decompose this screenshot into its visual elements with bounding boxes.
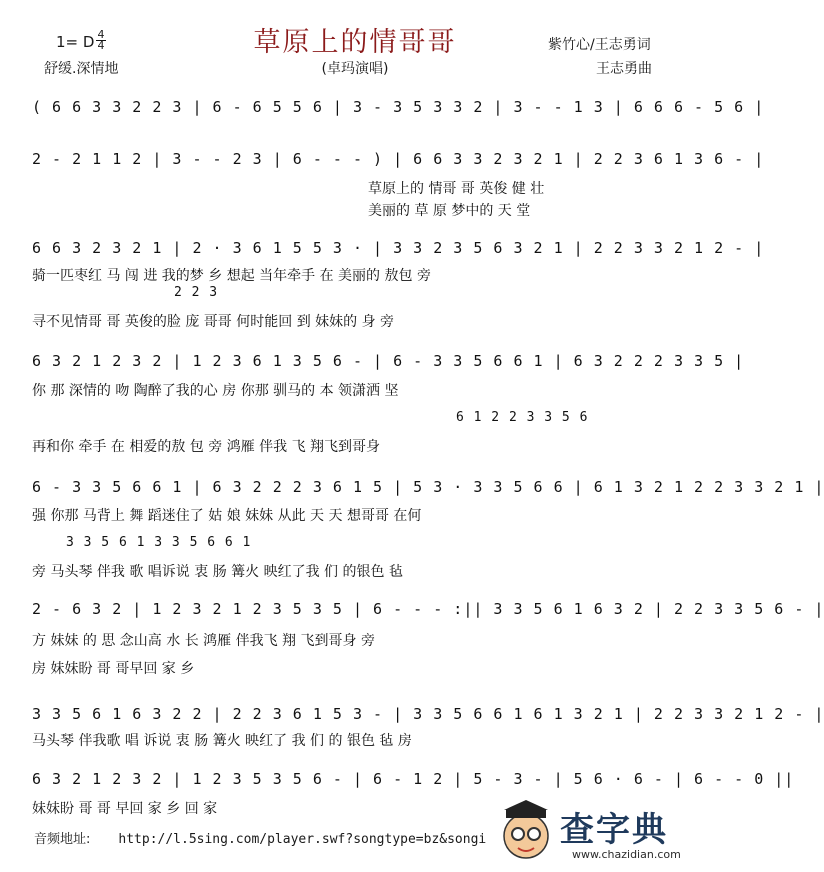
watermark-text: 查字典 (560, 810, 668, 850)
score-row-6-lyric-1: 方 妹妹 的 思 念山高 水 长 鸿雁 伴我飞 翔 飞到哥身 旁 (32, 633, 375, 649)
score-row-2-notes: 2 - 2 1 1 2 | 3 - - 2 3 | 6 - - - ) | 6 6 3 3 2 3 2 1 | 2 2 3 6 1 3 6 - | (32, 150, 765, 168)
score-row-3-notes: 6 6 3 2 3 2 1 | 2 · 3 6 1 5 5 3 · | 3 3 2 3 5 6 3 2 1 | 2 2 3 3 2 1 2 - | (32, 239, 765, 257)
audio-address-label: 音频地址: (34, 832, 91, 847)
score-row-8-lyric-1: 妹妹盼 哥 哥 早回 家 乡 回 家 (32, 801, 218, 817)
mascot-icon (504, 800, 548, 858)
score-row-7-notes: 3 3 5 6 1 6 3 2 2 | 2 2 3 6 1 5 3 - | 3 3 5 6 6 1 6 1 3 2 1 | 2 2 3 3 2 1 2 - | (32, 705, 824, 723)
song-title: 草原上的情哥哥 (253, 27, 457, 58)
score-row-6-notes: 2 - 6 3 2 | 1 2 3 2 1 2 3 5 3 5 | 6 - - - :|| 3 3 5 6 1 6 3 2 | 2 2 3 3 5 6 - | (32, 600, 824, 618)
composer: 王志勇曲 (596, 61, 652, 77)
score-row-5-notes: 6 - 3 3 5 6 6 1 | 6 3 2 2 2 3 6 1 5 | 5 3 · 3 3 5 6 6 | 6 1 3 2 1 2 2 3 3 2 1 | (32, 478, 824, 496)
score-row-2-lyric-2: 美丽的 草 原 梦中的 天 堂 (368, 203, 531, 219)
lyricist: 紫竹心/王志勇词 (548, 37, 651, 53)
score-row-6-lyric-2: 房 妹妹盼 哥 哥早回 家 乡 (32, 661, 195, 677)
score-row-2-lyric-1: 草原上的 情哥 哥 英俊 健 壮 (368, 181, 545, 197)
score-row-5-alt-notes: 3 3 5 6 1 3 3 5 6 6 1 (66, 535, 252, 550)
time-signature (94, 30, 108, 51)
watermark-url: www.chazidian.com (572, 848, 681, 861)
singer: (卓玛演唱) (321, 61, 389, 77)
meter-bottom: 4 (97, 39, 105, 52)
meter-top: 4 (97, 28, 105, 41)
tempo-marking: 舒缓.深情地 (44, 61, 119, 77)
score-row-5-lyric-2: 旁 马头琴 伴我 歌 唱诉说 衷 肠 篝火 映红了我 们 的银色 毡 (32, 564, 403, 580)
score-row-8-notes: 6 3 2 1 2 3 2 | 1 2 3 5 3 5 6 - | 6 - 1 2 | 5 - 3 - | 5 6 · 6 - | 6 - - 0 || (32, 770, 795, 788)
score-row-5-lyric-1: 强 你那 马背上 舞 蹈迷住了 姑 娘 妹妹 从此 天 天 想哥哥 在何 (32, 508, 422, 524)
key-signature: 1= D (56, 33, 95, 51)
score-row-3-lyric-2: 寻不见情哥 哥 英俊的脸 庞 哥哥 何时能回 到 妹妹的 身 旁 (32, 314, 395, 330)
score-row-4-lyric-1: 你 那 深情的 吻 陶醉了我的心 房 你那 驯马的 本 领潇洒 坚 (32, 383, 399, 399)
score-row-4-alt-notes: 6 1 2 2 3 3 5 6 (456, 410, 589, 425)
score-row-4-notes: 6 3 2 1 2 3 2 | 1 2 3 6 1 3 5 6 - | 6 - 3 3 5 6 6 1 | 6 3 2 2 2 3 3 5 | (32, 352, 745, 370)
score-row-1-notes: ( 6 6 3 3 2 2 3 | 6 - 6 5 5 6 | 3 - 3 5 3 3 2 | 3 - - 1 3 | 6 6 6 - 5 6 | (32, 98, 765, 116)
score-row-4-lyric-2: 再和你 牵手 在 相爱的敖 包 旁 鸿雁 伴我 飞 翔飞到哥身 (32, 439, 381, 455)
audio-address (34, 828, 486, 847)
audio-address-url[interactable]: http://l.5sing.com/player.swf?songtype=bz&songi (118, 832, 487, 847)
score-row-3-lyric-1: 骑一匹枣红 马 闯 进 我的梦 乡 想起 当年牵手 在 美丽的 敖包 旁 (32, 268, 431, 284)
score-row-7-lyric-1: 马头琴 伴我歌 唱 诉说 衷 肠 篝火 映红了 我 们 的 银色 毡 房 (32, 733, 412, 749)
score-row-3-alt-notes: 2 2 3 (174, 285, 219, 300)
